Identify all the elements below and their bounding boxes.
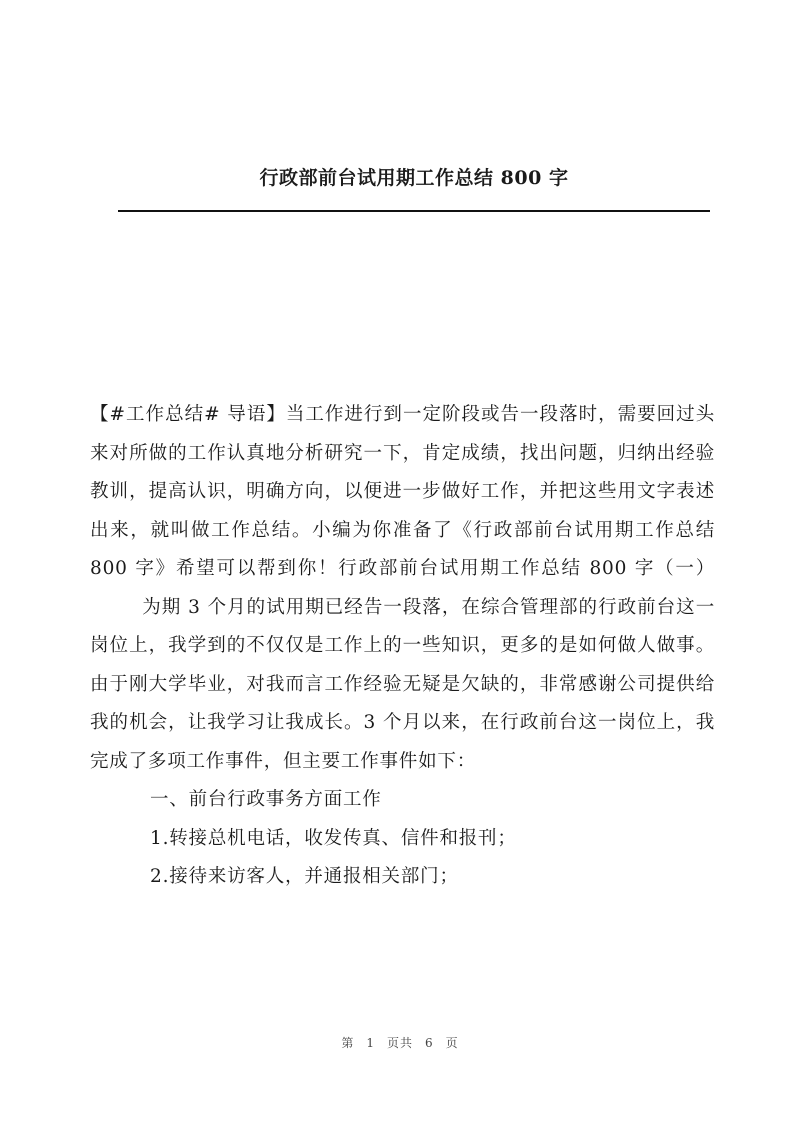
footer-current-page: 1	[366, 1036, 375, 1050]
title-underline-rule	[118, 210, 710, 212]
document-title: 行政部前台试用期工作总结 800 字	[259, 167, 569, 189]
document-body	[90, 396, 715, 897]
footer-end-label: 页	[445, 1036, 459, 1050]
section-heading: 一、前台行政事务方面工作	[150, 789, 382, 810]
probation-summary-text: 为期 3 个月的试用期已经告一段落，在综合管理部的行政前台这一岗位上，我学到的不仅仅是工作上的一些知识，更多的是如何做人做事。由于刚大学毕业，对我而言工作经验无疑是欠缺的，非常感谢公司提供给我的机会，让我学习让我成长。3 个月以来，在行政前台这一岗位上，我完成了多项工作事件，但主要工作事件如下：	[90, 596, 715, 772]
footer-total-pages: 6	[425, 1036, 434, 1050]
list-item: 2.接待来访客人，并通报相关部门；	[150, 866, 459, 887]
footer-page-label: 第	[341, 1036, 355, 1050]
footer-of-label: 页共	[386, 1036, 413, 1050]
page-footer	[0, 1034, 800, 1051]
document-header	[118, 160, 710, 212]
intro-text: 【#工作总结# 导语】当工作进行到一定阶段或告一段落时，需要回过头来对所做的工作认真地分析研究一下，肯定成绩，找出问题，归纳出经验教训，提高认识，明确方向，以便进一步做好工作，并把这些用文字表述出来，就叫做工作总结。小编为你准备了《行政部前台试用期工作总结 800 字》希望可以帮到你！行政部前台试用期工作总结 800 字（一）	[90, 404, 715, 579]
list-item: 1.转接总机电话，收发传真、信件和报刊；	[150, 827, 517, 849]
intro-paragraph	[90, 396, 715, 781]
